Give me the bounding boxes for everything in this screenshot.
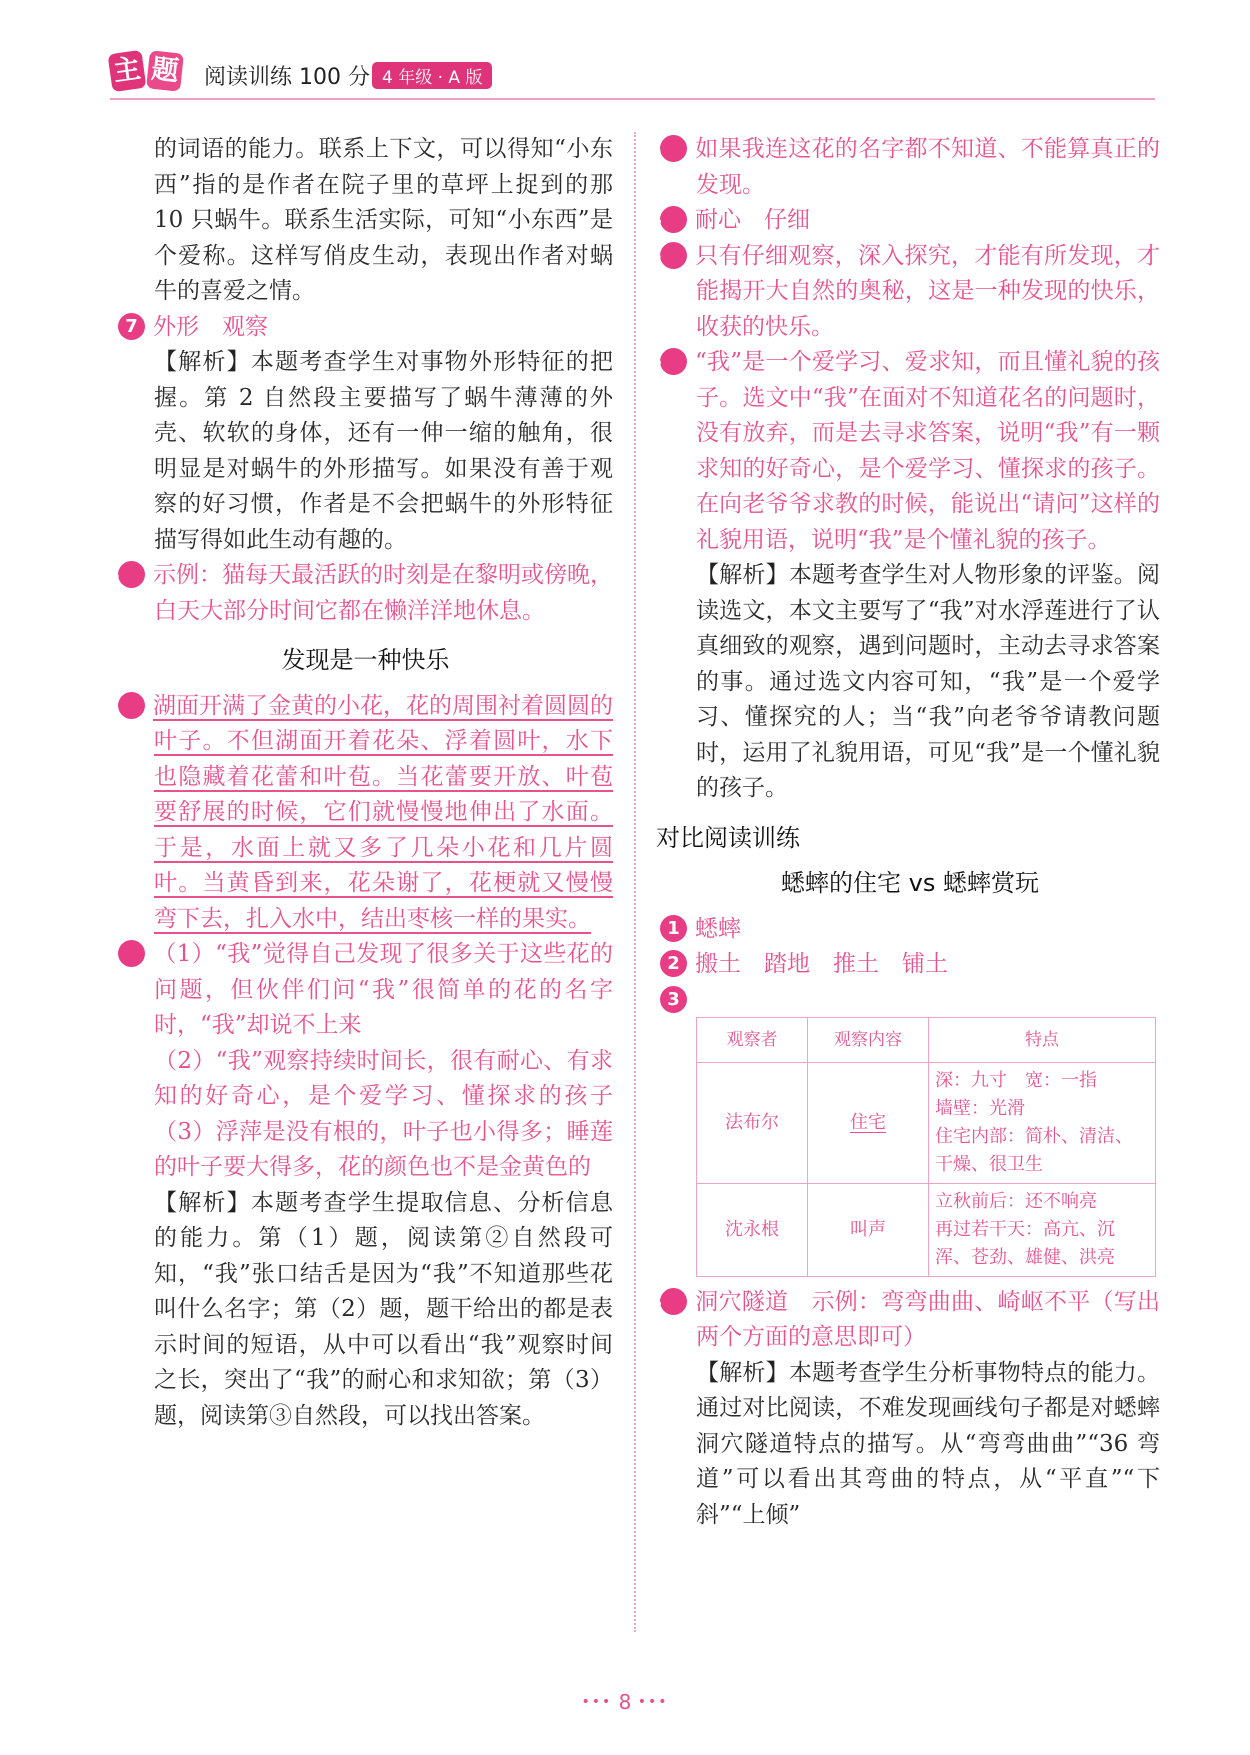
answer-b4 — [649, 1285, 1160, 1356]
feature-line: 立秋前后：还不响亮 — [935, 1190, 1097, 1212]
page-header — [110, 52, 1160, 100]
logo-char: 题 — [146, 50, 184, 91]
question-number-badge: 3 — [660, 986, 687, 1013]
answer-1 — [107, 689, 613, 938]
analysis-text: 本题考查学生对人物形象的评鉴。阅读选文，本文主要写了“我”对水浮莲进行了认真细致的观察，遇到问题时，主动去寻求答案的事。通过选文内容可知，“我”是一个爱学习、懂探究的人；当“我”向老爷爷请教问题时，运用了礼貌用语，可见“我”是一个懂礼貌的孩子。 — [696, 562, 1161, 801]
analysis-6 — [660, 558, 1160, 807]
table-row — [697, 1183, 1156, 1276]
table-header-cell: 观察内容 — [808, 1017, 929, 1062]
page-number-text: 8 — [618, 1690, 632, 1714]
section-title: 发现是一种快乐 — [281, 646, 450, 674]
table-cell: 法布尔 — [697, 1062, 808, 1183]
feature-line: 深：九寸 宽：一指 — [935, 1069, 1097, 1091]
analysis-tag: 【解析】 — [696, 562, 789, 588]
answer-text: 示例：猫每天最活跃的时刻是在黎明或傍晚，白天大部分时间它都在懒洋洋地休息。 — [153, 562, 613, 624]
answer-8 — [107, 558, 613, 629]
cell-text: 住宅 — [850, 1111, 886, 1133]
feature-line: 住宅内部：简朴、清洁、干燥、很卫生 — [935, 1125, 1133, 1175]
table-cell: 沈永根 — [697, 1183, 808, 1276]
table-cell: 叫声 — [808, 1183, 929, 1276]
question-number-badge: 6 — [660, 348, 687, 375]
right-column — [649, 132, 1161, 1533]
analysis-7 — [118, 345, 613, 558]
analysis-text: 本题考查学生分析事物特点的能力。通过对比阅读，不难发现画线句子都是对蟋蟀洞穴隧道特点的描写。从“弯弯曲曲”“36 弯道”可以看出其弯曲的特点，从“平直”“下斜”“上倾” — [696, 1359, 1161, 1528]
answer-text: 蟋蟀 — [695, 915, 741, 942]
table-header-cell: 特点 — [929, 1017, 1156, 1062]
answer-b2 — [660, 947, 1160, 983]
answer-6 — [649, 345, 1160, 558]
question-number-badge: 2 — [660, 950, 687, 977]
answer-b3 — [660, 983, 1160, 1013]
observation-table — [696, 1017, 1156, 1277]
continued-analysis: 的词语的能力。联系上下文，可以得知“小东西”指的是作者在院子里的草坪上捉到的那 10 只蜗牛。联系生活实际，可知“小东西”是个爱称。这样写俏皮生动，表现出作者对蜗牛的喜爱之情。 — [154, 136, 613, 304]
answer-text: 湖面开满了金黄的小花，花的周围衬着圆圆的叶子。不但湖面开着花朵、浮着圆叶，水下也隐藏着花蕾和叶苞。当花蕾要开放、叶苞要舒展的时候，它们就慢慢地伸出了水面。于是，水面上就又多了几朵小花和几片圆叶。当黄昏到来，花朵谢了，花梗就又慢慢弯下去，扎入水中，结出枣核一样的果实。 — [153, 692, 613, 932]
analysis-tag: 【解析】 — [696, 1359, 789, 1386]
answer-text: 耐心 仔细 — [695, 207, 810, 233]
series-title: 阅读训练 100 分 — [204, 65, 370, 90]
series-logo — [110, 52, 186, 90]
question-number-badge: 1 — [118, 692, 145, 719]
answer-5 — [649, 239, 1160, 346]
question-number-badge: 8 — [118, 561, 145, 588]
question-number-badge: 2 — [118, 940, 145, 967]
analysis-text: 本题考查学生提取信息、分析信息的能力。第（1）题，阅读第②自然段可知，“我”张口结舌是因为“我”不知道那些花叫什么名字；第（2）题，题干给出的都是表示时间的短语，从中可以看出“我”观察时间之长，突出了“我”的耐心和求知欲；第（3）题，阅读第③自然段，可以找出答案。 — [154, 1189, 614, 1429]
question-number-badge: 7 — [118, 313, 145, 340]
left-column — [107, 132, 636, 1434]
page-number — [0, 1690, 1250, 1714]
question-number-badge: 5 — [660, 242, 687, 269]
header-divider — [110, 98, 1155, 100]
answer-2 — [107, 937, 613, 1044]
answer-text: 只有仔细观察，深入探究，才能有所发现，才能揭开大自然的奥秘，这是一种发现的快乐，收获的快乐。 — [695, 242, 1160, 340]
logo-char: 主 — [108, 50, 147, 92]
feature-line: 再过若干天：高亢、沉浑、苍劲、雄健、洪亮 — [935, 1218, 1115, 1268]
column-divider — [634, 132, 636, 1632]
answer-text: “我”是一个爱学习、爱求知，而且懂礼貌的孩子。选文中“我”在面对不知道花名的问题时，没有放弃，而是去寻求答案，说明“我”有一颗求知的好奇心，是个爱学习、懂探求的孩子。在向老爷爷求教的时候，能说出“请问”这样的礼貌用语，说明“我”是个懂礼貌的孩子。 — [695, 349, 1160, 553]
table-cell — [929, 1062, 1156, 1183]
table-header-row — [697, 1017, 1156, 1062]
page-dots-icon: ••• — [581, 1694, 613, 1710]
section-subtitle: 蟋蟀的住宅 vs 蟋蟀赏玩 — [781, 869, 1039, 897]
answer-text: 外形 观察 — [153, 313, 268, 340]
question-number-badge: 4 — [660, 206, 687, 233]
grade-badge: 4 年级 · A 版 — [372, 62, 492, 89]
analysis-tag: 【解析】 — [154, 1189, 251, 1216]
table-cell — [929, 1183, 1156, 1276]
answer-text: 如果我连这花的名字都不知道、不能算真正的发现。 — [695, 136, 1160, 198]
question-number-badge: 4 — [660, 1288, 687, 1315]
table-header-cell: 观察者 — [697, 1017, 808, 1062]
question-number-badge: 1 — [660, 915, 687, 942]
analysis-b4 — [660, 1356, 1160, 1534]
table-row — [697, 1062, 1156, 1183]
feature-line: 墙壁：光滑 — [935, 1097, 1025, 1119]
answer-text: （1）“我”觉得自己发现了很多关于这些花的问题，但伙伴们问“我”很简单的花的名字时，“我”却说不上来 — [153, 941, 613, 1038]
answer-3 — [649, 132, 1160, 203]
section-title: 对比阅读训练 — [656, 823, 800, 852]
analysis-2 — [118, 1186, 613, 1435]
answer-7 — [118, 310, 613, 346]
page-dots-icon: ••• — [637, 1694, 669, 1710]
answer-text: 洞穴隧道 示例：弯弯曲曲、崎岖不平（写出两个方面的意思即可） — [695, 1288, 1160, 1350]
table-cell — [808, 1062, 929, 1183]
answer-b1 — [660, 912, 1160, 948]
answer-4 — [649, 203, 1160, 239]
answer-2-cont: （2）“我”观察持续时间长，很有耐心、有求知的好奇心，是个爱学习、懂探求的孩子 （3）浮萍是没有根的，叶子也小得多；睡莲的叶子要大得多，花的颜色也不是金黄色的 — [154, 1047, 636, 1180]
analysis-text: 本题考查学生对事物外形特征的把握。第 2 自然段主要描写了蜗牛薄薄的外壳、软软的身体，还有一伸一缩的触角，很明显是对蜗牛的外形描写。如果没有善于观察的好习惯，作者是不会把蜗牛的外形特征描写得如此生动有趣的。 — [154, 349, 614, 553]
answer-text: 搬土 踏地 推土 铺土 — [695, 951, 948, 977]
question-number-badge: 3 — [660, 135, 687, 162]
analysis-tag: 【解析】 — [154, 349, 251, 375]
